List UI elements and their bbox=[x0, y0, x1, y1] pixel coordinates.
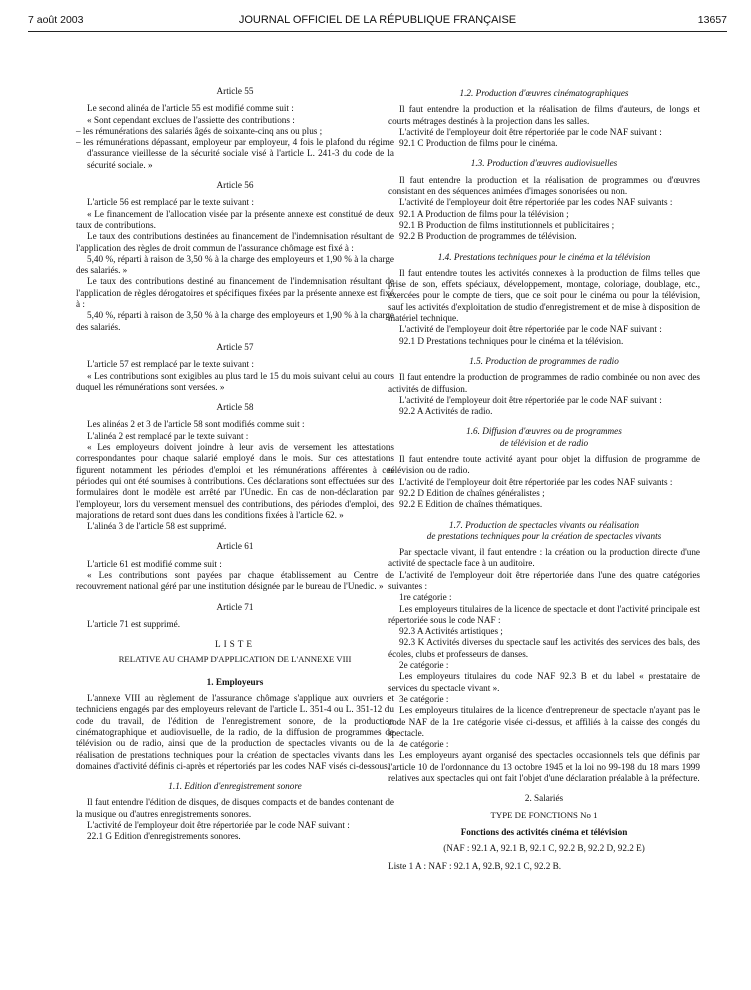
journal-title: JOURNAL OFFICIEL DE LA RÉPUBLIQUE FRANÇAISE bbox=[238, 14, 517, 26]
subsection-title: 1.7. Production de spectacles vivants ou réalisation bbox=[448, 519, 639, 530]
category-label: 3e catégorie : bbox=[399, 693, 449, 704]
paragraph: Le taux des contributions destinées au financement de l'indemnisation résultant de l'application des règles de droit commun de l'assurance chômage est fixé à : bbox=[76, 231, 394, 253]
paragraph: « Les contributions sont exigibles au plus tard le 15 du mois suivant celui au cours duquel les rémunérations sont versées. » bbox=[76, 370, 394, 392]
naf-code: 22.1 G Edition d'enregistrements sonores. bbox=[87, 831, 241, 842]
page-header bbox=[28, 14, 727, 30]
paragraph: L'alinéa 2 est remplacé par le texte suivant : bbox=[87, 430, 249, 441]
naf-code: 92.3 K Activités diverses du spectacle sauf les activités des services des bals, des écoles, clubs et professeurs de danses. bbox=[388, 637, 700, 659]
article-title: Article 61 bbox=[216, 541, 254, 552]
subsection-title: 1.6. Diffusion d'œuvres ou de programmes bbox=[466, 426, 622, 437]
article-title: Article 58 bbox=[216, 402, 254, 413]
subsection-title-line2: de télévision et de radio bbox=[499, 437, 589, 448]
paragraph: Il faut entendre la production de programmes de radio combinée ou non avec des activités de diffusion. bbox=[388, 372, 700, 394]
subsection-title: 1.3. Production d'œuvres audiovisuelles bbox=[470, 158, 618, 169]
list-item: – les rémunérations des salariés âgés de soixante-cinq ans ou plus ; bbox=[76, 125, 323, 136]
paragraph: L'activité de l'employeur doit être répertoriée dans l'une des quatre catégories suivantes : bbox=[388, 569, 700, 591]
paragraph: Les employeurs titulaires de la licence d'entrepreneur de spectacle n'ayant pas le code NAF de la 1re catégorie visée ci-dessus, et affiliés à la caisse des congés du spectacle. bbox=[388, 705, 700, 738]
page-number: 13657 bbox=[697, 14, 727, 26]
naf-code: 92.1 B Production de films institutionnels et publicitaires ; bbox=[399, 219, 615, 230]
naf-line: (NAF : 92.1 A, 92.1 B, 92.1 C, 92.2 B, 92.2 D, 92.2 E) bbox=[443, 843, 645, 854]
article-title: Article 56 bbox=[216, 180, 254, 191]
left-column bbox=[76, 86, 394, 843]
list-1a: Liste 1 A : NAF : 92.1 A, 92.B, 92.1 C, 92.2 B. bbox=[388, 860, 562, 871]
naf-code: 92.2 B Production de programmes de télévision. bbox=[399, 231, 577, 242]
paragraph: « Les contributions sont payées par chaque établissement au Centre de recouvrement national géré par une institution désignée par le bureau de l'Unedic. » bbox=[76, 569, 394, 592]
naf-code: 92.2 A Activités de radio. bbox=[399, 406, 493, 417]
naf-code: 92.3 A Activités artistiques ; bbox=[399, 626, 503, 637]
paragraph: « Le financement de l'allocation visée par la présente annexe est constitué de deux taux de contributions. bbox=[76, 208, 394, 230]
paragraph: L'alinéa 3 de l'article 58 est supprimé. bbox=[87, 521, 227, 532]
naf-code: 92.1 C Production de films pour le cinéma. bbox=[399, 138, 558, 149]
category-label: 1re catégorie : bbox=[399, 592, 452, 603]
paragraph: Les alinéas 2 et 3 de l'article 58 sont modifiés comme suit : bbox=[87, 419, 305, 430]
paragraph: L'annexe VIII au règlement de l'assurance chômage s'applique aux ouvriers et techniciens engagés par des employeurs relevant de l'article L. 351-4 ou L. 351-12 du code du travail, de l'édition de l'enregistrement sonore, de la production cinématographique et audiovisuelle, de la radio, de la diffusion de programmes de télévision ou de radio, ainsi que de la production de spectacles vivants ou de la réalisation de prestations techniques pour la création de spectacles vivants dans les domaines d'activité définis ci-après et répertoriés par les codes NAF visés ci-dessous. bbox=[76, 693, 394, 771]
section-title: 2. Salariés bbox=[524, 793, 564, 804]
paragraph: « Sont cependant exclues de l'assiette des contributions : bbox=[87, 114, 295, 125]
paragraph: Par spectacle vivant, il faut entendre : la création ou la production directe d'une activité de spectacle face à un auditoire. bbox=[388, 547, 700, 569]
naf-code: 92.1 A Production de films pour la télévision ; bbox=[399, 208, 569, 219]
subsection-title: 1.2. Production d'œuvres cinématographiques bbox=[459, 88, 629, 98]
paragraph: L'activité de l'employeur doit être répertoriée par le code NAF suivant : bbox=[399, 126, 662, 137]
paragraph: Les employeurs titulaires du code NAF 92.3 B et du label « prestataire de services du spectacle vivant ». bbox=[388, 671, 700, 693]
right-column bbox=[388, 88, 700, 872]
type-title: TYPE DE FONCTIONS No 1 bbox=[490, 809, 598, 820]
paragraph: L'activité de l'employeur doit être répertoriée par les codes NAF suivants : bbox=[399, 476, 673, 487]
subsection-title: 1.1. Edition d'enregistrement sonore bbox=[168, 781, 302, 792]
paragraph: Il faut entendre toute activité ayant pour objet la diffusion de programme de télévision ou de radio. bbox=[388, 454, 700, 476]
list-subtitle: RELATIVE AU CHAMP D'APPLICATION DE L'ANNEXE VIII bbox=[118, 654, 352, 665]
paragraph: L'activité de l'employeur doit être répertoriée par le code NAF suivant : bbox=[399, 394, 662, 405]
paragraph: L'activité de l'employeur doit être répertoriée par le code NAF suivant : bbox=[87, 820, 350, 831]
header-date: 7 août 2003 bbox=[28, 14, 84, 26]
naf-code: 92.2 D Edition de chaînes généralistes ; bbox=[399, 487, 545, 498]
naf-code: 92.2 E Edition de chaînes thématiques. bbox=[399, 499, 543, 510]
paragraph: Il faut entendre toutes les activités connexes à la production de films telles que prise de son, effets spéciaux, développement, montage, coloriage, doublage, etc., exercées pour le compte de tiers, que ce soit pour le cinéma ou pour la télévision, sauf les activités d'exploitation de studio d'enregistrement et de mise à disposition de matériel technique. bbox=[388, 267, 700, 324]
paragraph: L'activité de l'employeur doit être répertoriée par les codes NAF suivants : bbox=[399, 197, 673, 208]
paragraph: L'article 56 est remplacé par le texte suivant : bbox=[87, 197, 254, 208]
article-title: Article 57 bbox=[216, 341, 254, 352]
subsection-title: 1.5. Production de programmes de radio bbox=[469, 355, 619, 366]
header-rule bbox=[28, 31, 727, 32]
paragraph: Il faut entendre l'édition de disques, de disques compacts et de bandes contenant de la musique ou d'autres enregistrements sonores. bbox=[76, 797, 394, 819]
paragraph: L'article 61 est modifié comme suit : bbox=[87, 558, 222, 569]
paragraph: Il faut entendre la production et la réalisation de films d'auteurs, de longs et courts métrages destinés à la projection dans les salles. bbox=[388, 104, 700, 126]
paragraph: L'activité de l'employeur doit être répertoriée par le code NAF suivant : bbox=[399, 324, 662, 335]
paragraph: Les employeurs titulaires de la licence de spectacle et dont l'activité principale est répertoriée sous le code NAF : bbox=[388, 603, 700, 625]
paragraph: Il faut entendre la production et la réalisation de programmes ou d'œuvres consistant en des séquences animées d'images sonorisées ou non. bbox=[388, 174, 700, 197]
article-title: Article 71 bbox=[216, 601, 254, 612]
paragraph: L'article 57 est remplacé par le texte suivant : bbox=[87, 359, 254, 370]
section-title: 1. Employeurs bbox=[206, 676, 264, 687]
functions-title: Fonctions des activités cinéma et télévision bbox=[460, 826, 628, 837]
subsection-title: 1.4. Prestations techniques pour le cinéma et la télévision bbox=[437, 251, 651, 262]
list-title: LISTE bbox=[214, 639, 255, 650]
subsection-title-line2: de prestations techniques pour la création de spectacles vivants bbox=[426, 530, 662, 541]
article-title: Article 55 bbox=[216, 86, 254, 96]
list-item: – les rémunérations dépassant, employeur par employeur, 4 fois le plafond du régime d'assurance vieillesse de la sécurité sociale visé à l'article L. 241-3 du code de la sécurité sociale. » bbox=[76, 137, 394, 170]
paragraph: Le taux des contributions destiné au financement de l'indemnisation résultant de l'application de règles dérogatoires et spécifiques fixées par la présente annexe est fixé à : bbox=[76, 276, 394, 310]
paragraph: Le second alinéa de l'article 55 est modifié comme suit : bbox=[87, 103, 294, 114]
paragraph: L'article 71 est supprimé. bbox=[87, 618, 180, 629]
naf-code: 92.1 D Prestations techniques pour le cinéma et la télévision. bbox=[399, 335, 624, 346]
paragraph: « Les employeurs doivent joindre à leur avis de versement les attestations correspondantes pour chaque salarié employé dans le mois. Sur ces attestations figurent notamment les périodes d'emploi et les rémunérations afférentes à ces périodes qui ont été soumises à contributions. Ces déclarations sont effectuées sur des formulaires dont le modèle est arrêté par l'Unedic. En cas de non-déclaration par l'employeur, lors du versement mensuel des contributions, des périodes d'emploi, des majorations de retard sont dues dans les conditions fixées à l'article 62. » bbox=[76, 442, 394, 520]
paragraph: Les employeurs ayant organisé des spectacles occasionnels tels que définis par l'article 10 de l'ordonnance du 13 octobre 1945 et la loi no 99-198 du 18 mars 1999 relatives aux spectacles qui ont fait l'objet d'une déclaration préalable à la préfecture. bbox=[388, 750, 700, 784]
paragraph: 5,40 %, réparti à raison de 3,50 % à la charge des employeurs et 1,90 % à la charge des salariés. bbox=[76, 310, 394, 332]
category-label: 2e catégorie : bbox=[399, 660, 449, 671]
category-label: 4e catégorie : bbox=[399, 739, 449, 750]
paragraph: 5,40 %, réparti à raison de 3,50 % à la charge des employeurs et 1,90 % à la charge des salariés. » bbox=[76, 253, 394, 276]
